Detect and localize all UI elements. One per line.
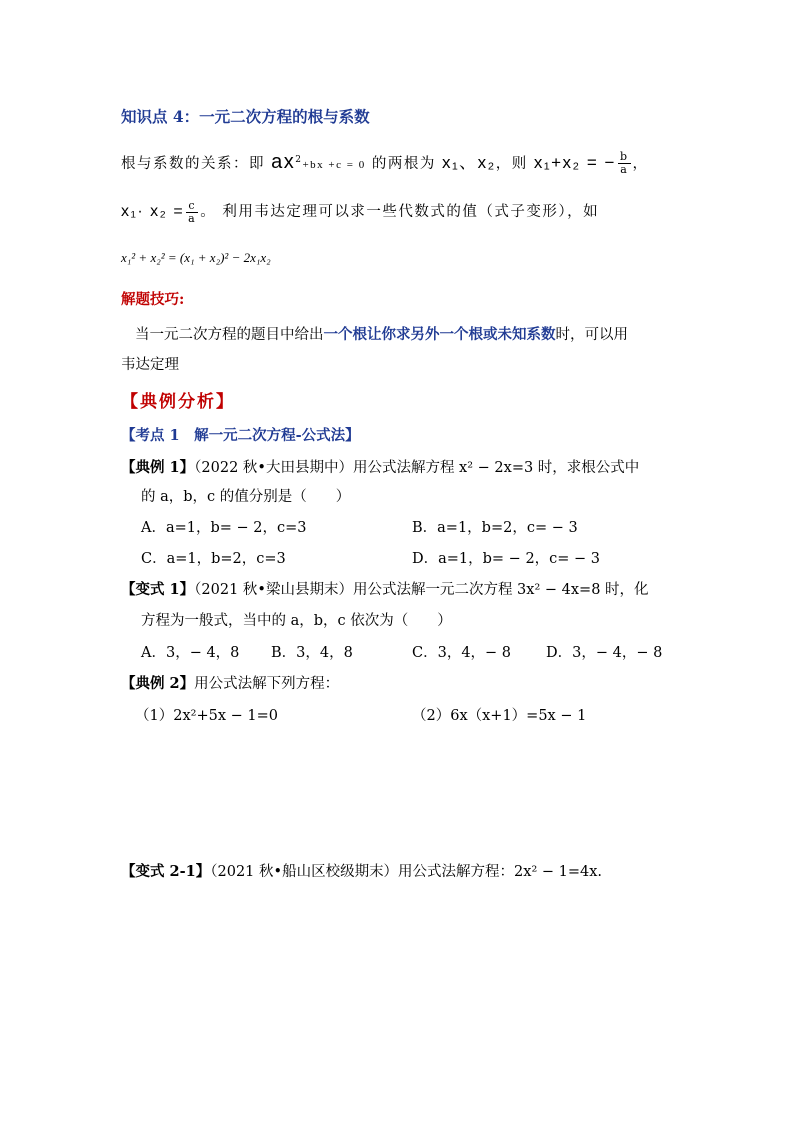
roots-x1-x2: x₁、x₂: [441, 152, 496, 172]
variant-1-option-a: A．3，− 4，8: [141, 645, 240, 661]
relation-mid: 的两根为: [371, 155, 436, 172]
vieta-usage-text: 。 利用韦达定理可以求一些代数式的值（式子变形），如: [200, 204, 600, 220]
variant-1-label: 【变式 1】: [121, 581, 195, 598]
example-1-label: 【典例 1】: [121, 459, 195, 476]
equation-exponent: 2: [295, 155, 303, 165]
example-2-question-2: （2）6x（x+1）=5x − 1: [412, 708, 587, 724]
tips-text-c: 时，可以用: [555, 327, 628, 343]
vieta-relation-line: [121, 140, 649, 180]
section-1-title: 【考点 1 解一元二次方程-公式法】: [121, 427, 360, 444]
tips-highlight: 一个根让你求另外一个根或未知系数: [323, 326, 556, 343]
variant-1-line-1: [121, 580, 649, 600]
example-1-line-2: 的 a，b，c 的值分别是（ ）: [141, 489, 351, 505]
example-1-option-d: D．a=1，b= − 2，c= − 3: [412, 551, 601, 567]
example-2-line: [121, 674, 339, 694]
vieta-product-line: [121, 192, 599, 232]
equation-rest: +bx +c = 0: [302, 158, 366, 171]
variant-2-1-line: [121, 862, 602, 882]
variant-1-text: （2021 秋•梁山县期末）用公式法解一元二次方程 3x² − 4x=8 时，化: [194, 582, 649, 598]
example-1-option-c: C．a=1，b=2，c=3: [141, 551, 286, 567]
example-1-text: （2022 秋•大田县期中）用公式法解方程 x² − 2x=3 时，求根公式中: [194, 460, 640, 476]
equation-ax: ax: [271, 150, 296, 173]
tips-line-1: [135, 325, 628, 345]
variant-2-1-label: 【变式 2-1】: [121, 863, 211, 880]
example-2-label: 【典例 2】: [121, 675, 195, 692]
example-2-text: 用公式法解下列方程：: [194, 676, 340, 692]
example-1-line-1: [121, 458, 639, 478]
fraction-b-over-a: $\frac{b}{a}$: [619, 150, 629, 177]
knowledge-title: 知识点 4：一元二次方程的根与系数: [121, 107, 370, 126]
variant-1-option-d: D．3，− 4，− 8: [546, 645, 663, 661]
relation-prefix: 根与系数的关系：即: [121, 155, 265, 172]
example-analysis-banner: 【典例分析】: [121, 392, 235, 412]
tips-title: 解题技巧:: [121, 291, 185, 308]
example-2-question-1: （1）2x²+5x − 1=0: [135, 708, 278, 724]
tips-line-2: 韦达定理: [121, 357, 179, 373]
sum-of-roots: x₁+x₂ = −: [533, 152, 616, 172]
relation-end: ，: [632, 155, 649, 172]
example-1-option-a: A．a=1，b= − 2，c=3: [141, 520, 307, 536]
variant-2-1-text: （2021 秋•船山区校级期末）用公式法解方程：2x² − 1=4x.: [210, 864, 603, 880]
fraction-c-over-a: $\frac{c}{a}$: [188, 198, 197, 225]
example-1-option-b: B．a=1，b=2，c= − 3: [412, 520, 578, 536]
sum-of-squares-formula: x₁² + x₂² = (x₁ + x₂)² − 2x₁x₂: [121, 250, 271, 265]
variant-1-option-c: C．3，4，− 8: [412, 645, 512, 661]
variant-1-line-2: 方程为一般式，当中的 a，b，c 依次为（ ）: [141, 613, 452, 629]
tips-text-a: 当一元二次方程的题目中给出: [135, 327, 324, 343]
variant-1-option-b: B．3，4，8: [271, 645, 353, 661]
product-of-roots: x₁· x₂ =: [121, 203, 185, 220]
relation-then: ，则: [495, 155, 528, 172]
